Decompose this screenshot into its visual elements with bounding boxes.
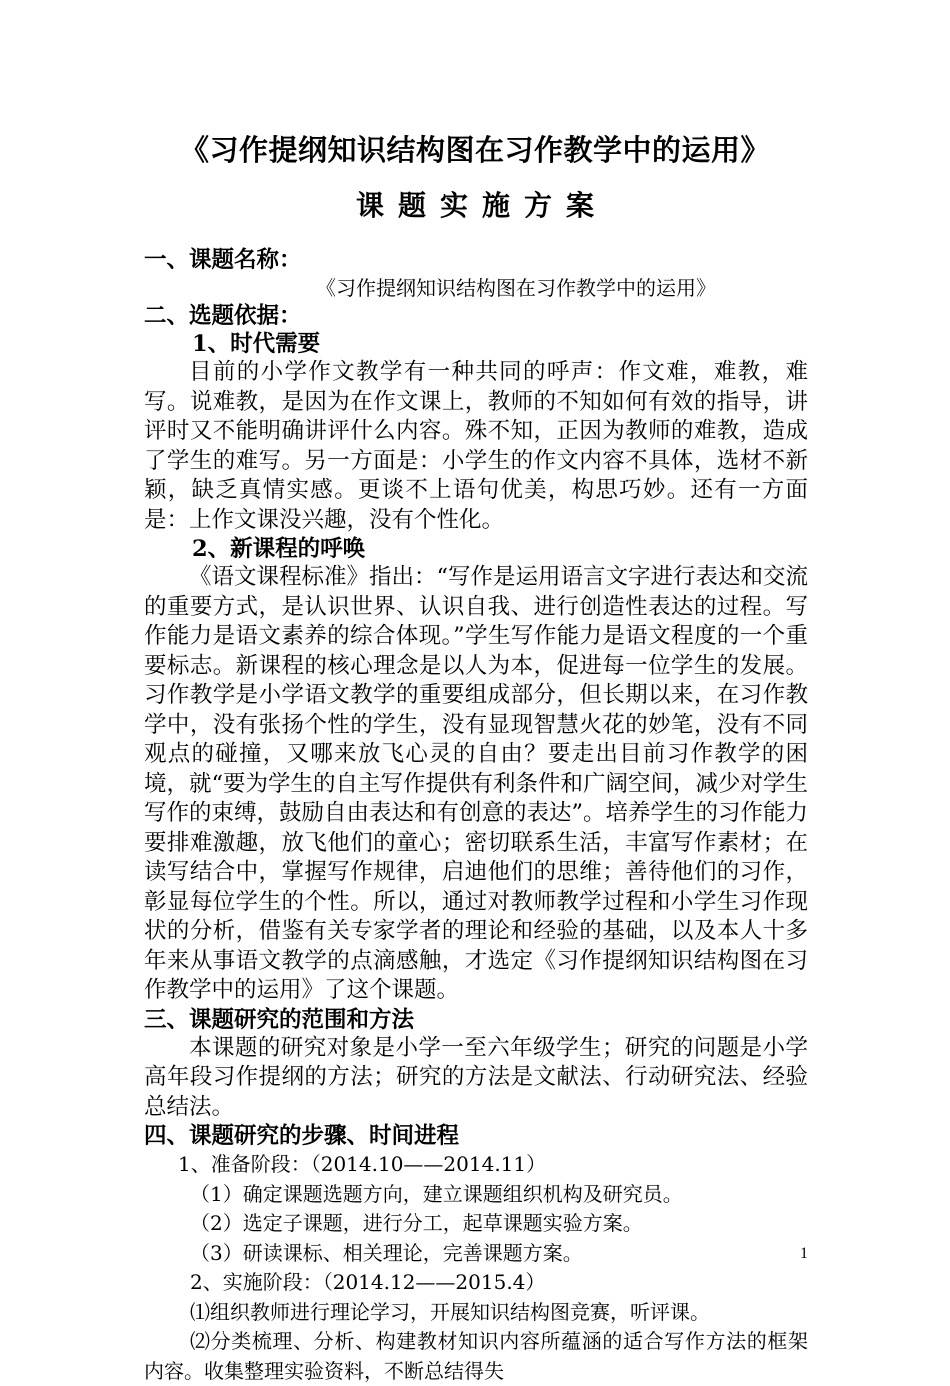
document-body xyxy=(144,246,808,1386)
stage-2-item: ⑴组织教师进行理论学习，开展知识结构图竞赛，听评课。 xyxy=(190,1299,710,1324)
stage-1-item: （1）确定课题选题方向，建立课题组织机构及研究员。 xyxy=(190,1181,683,1206)
subsection-2-2-paragraph: 《语文课程标准》指出：“写作是运用语言文字进行表达和交流的重要方式，是认识世界、认识自我、进行创造性表达的过程。写作能力是语文素养的综合体现。”学生写作能力是语文程度的一个重要标志。新课程的核心理念是以人为本，促进每一位学生的发展。习作教学是小学语文教学的重要组成部分，但长期以来，在习作教学中，没有张扬个性的学生，没有显现智慧火花的妙笔，没有不同观点的碰撞，又哪来放飞心灵的自由？要走出目前习作教学的困境，就“要为学生的自主写作提供有利条件和广阔空间，减少对学生写作的束缚，鼓励自由表达和有创意的表达”。培养学生的习作能力要排难激趣，放飞他们的童心；密切联系生活，丰富写作素材；在读写结合中，掌握写作规律，启迪他们的思维；善待他们的习作，彰显每位学生的个性。所以，通过对教师教学过程和小学生习作现状的分析，借鉴有关专家学者的理论和经验的基础，以及本人十多年来从事语文教学的点滴感触，才选定《习作提纲知识结构图在习作教学中的运用》了这个课题。 xyxy=(144,564,809,1003)
subsection-2-2-heading: 2、新课程的呼唤 xyxy=(192,536,366,562)
topic-name: 《习作提纲知识结构图在习作教学中的运用》 xyxy=(316,276,716,300)
section-3-heading: 三、课题研究的范围和方法 xyxy=(144,1006,415,1033)
section-3-paragraph: 本课题的研究对象是小学一至六年级学生；研究的问题是小学高年段习作提纲的方法；研究的方法是文献法、行动研究法、经验总结法。 xyxy=(144,1034,808,1120)
section-1-heading: 一、课题名称： xyxy=(144,247,302,273)
section-2-heading: 二、选题依据： xyxy=(144,303,302,329)
stage-1-item: （3）研读课标、相关理论，完善课题方案。 xyxy=(190,1240,583,1265)
page-number: 1 xyxy=(800,1245,808,1262)
stage-2-item: ⑵分类梳理、分析、构建教材知识内容所蕴涵的适合写作方法的框架内容。收集整理实验资料，不断总结得失 xyxy=(144,1329,808,1383)
document-title: 《习作提纲知识结构图在习作教学中的运用》 xyxy=(179,133,770,167)
section-4-heading: 四、课题研究的步骤、时间进程 xyxy=(144,1123,460,1149)
stage-1-heading: 1、准备阶段：（2014.10——2014.11） xyxy=(178,1152,547,1176)
stage-1-item: （2）选定子课题，进行分工，起草课题实验方案。 xyxy=(190,1211,643,1235)
subsection-2-1-paragraph: 目前的小学作文教学有一种共同的呼声：作文难，难教，难写。说难教，是因为在作文课上，教师的不知如何有效的指导，讲评时又不能明确讲评什么内容。殊不知，正因为教师的难教，造成了学生的难写。另一方面是：小学生的作文内容不具体，选材不新颖，缺乏真情实感。更谈不上语句优美，构思巧妙。还有一方面是：上作文课没兴趣，没有个性化。 xyxy=(144,359,808,533)
stage-2-heading: 2、实施阶段：（2014.12——2015.4） xyxy=(190,1270,546,1294)
document-subtitle: 课题实施方案 xyxy=(355,189,608,222)
subsection-2-1-heading: 1、时代需要 xyxy=(192,331,321,357)
